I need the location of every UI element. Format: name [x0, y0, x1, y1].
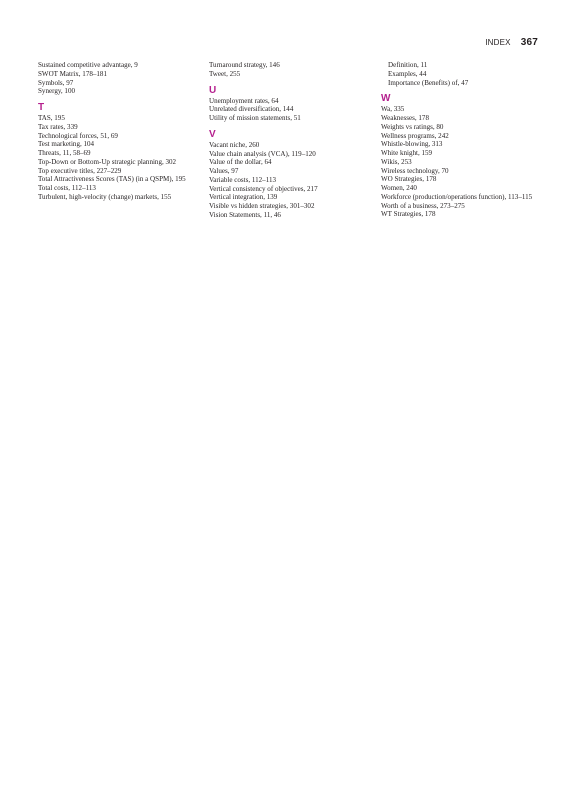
index-column-3: [381, 61, 547, 219]
index-entry: Vision Statements, 11, 46: [209, 210, 281, 219]
index-subentry: Definition, 11: [388, 61, 428, 69]
index-entry: Value of the dollar, 64: [209, 158, 272, 167]
index-entry: Worth of a business, 273–275: [381, 201, 465, 210]
index-entry: Tax rates, 339: [38, 122, 78, 131]
index-entry: Synergy, 100: [38, 87, 75, 96]
index-entry: TAS, 195: [38, 114, 65, 122]
index-entry: WO Strategies, 178: [381, 175, 437, 184]
index-entry: Unrelated diversification, 144: [209, 105, 294, 114]
index-entry: Visible vs hidden strategies, 301–302: [209, 202, 315, 210]
index-entry: Vacant niche, 260: [209, 140, 260, 149]
index-entry: Wellness programs, 242: [381, 131, 449, 140]
index-column-2: [209, 61, 375, 220]
section-title: INDEX: [485, 38, 511, 47]
index-entry: Variable costs, 112–113: [209, 175, 276, 184]
letter-heading: W: [381, 93, 391, 105]
index-entry: Symbols, 97: [38, 78, 74, 87]
letter-heading: T: [38, 102, 45, 113]
index-entry: Utility of mission statements, 51: [209, 114, 301, 122]
running-head: [485, 37, 538, 48]
index-entry: Test marketing, 104: [38, 140, 95, 149]
index-entry: White knight, 159: [381, 149, 433, 157]
index-entry: Turnaround strategy, 146: [209, 61, 280, 69]
page-number: 367: [520, 37, 538, 48]
index-entry: Wireless technology, 70: [381, 166, 449, 175]
letter-heading: U: [209, 84, 217, 96]
index-entry: Wa, 335: [381, 105, 405, 114]
index-entry: Weaknesses, 178: [381, 114, 429, 122]
letter-heading: V: [209, 128, 216, 140]
index-entry: Total Attractiveness Scores (TAS) (in a QSPM), 195: [38, 175, 186, 184]
index-entry: Workforce (production/operations function), 113–115: [381, 192, 533, 201]
index-entry: Threats, 11, 58–69: [38, 149, 91, 157]
index-entry: Vertical integration, 139: [209, 193, 278, 202]
index-entry: Wikis, 253: [381, 157, 412, 166]
index-entry: Values, 97: [209, 167, 239, 175]
index-column-1: [38, 61, 204, 202]
index-entry: Technological forces, 51, 69: [38, 131, 118, 140]
index-entry: Value chain analysis (VCA), 119–120: [209, 149, 316, 158]
index-entry: SWOT Matrix, 178–181: [38, 69, 107, 78]
index-entry: WT Strategies, 178: [381, 210, 436, 219]
index-entry: Top executive titles, 227–229: [38, 166, 122, 175]
index-entry: Vertical consistency of objectives, 217: [209, 184, 318, 193]
index-entry: Tweet, 255: [209, 69, 241, 78]
index-entry: Women, 240: [381, 184, 417, 192]
index-subentry: Examples, 44: [388, 69, 427, 78]
index-entry: Total costs, 112–113: [38, 184, 96, 192]
index-entry: Weights vs ratings, 80: [381, 122, 444, 131]
index-entry: Unemployment rates, 64: [209, 96, 279, 105]
index-subentry: Importance (Benefits) of, 47: [388, 78, 469, 87]
index-entry: Sustained competitive advantage, 9: [38, 61, 138, 69]
index-entry: Whistle-blowing, 313: [381, 140, 443, 149]
index-entry: Top-Down or Bottom-Up strategic planning, 302: [38, 157, 177, 166]
index-entry: Turbulent, high-velocity (change) markets, 155: [38, 192, 172, 201]
